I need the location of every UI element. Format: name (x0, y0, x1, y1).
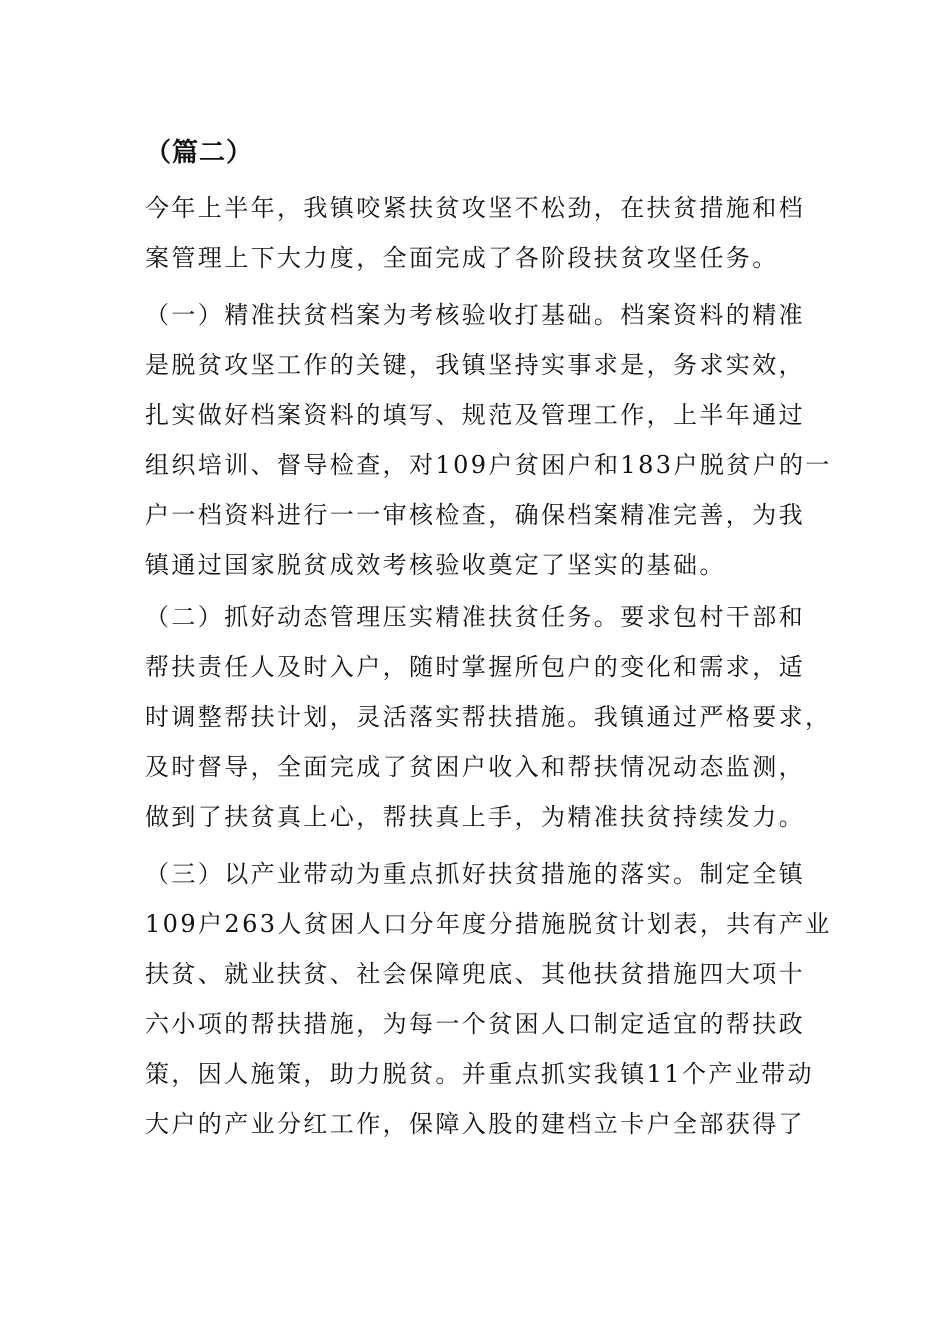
text-line: 109户263人贫困人口分年度分措施脱贫计划表，共有产业 (145, 910, 832, 938)
paragraph-dynamic-management (145, 592, 832, 842)
text-line: 帮扶责任人及时入户，随时掌握所包户的变化和需求，适 (145, 653, 805, 681)
text-line: （二）抓好动态管理压实精准扶贫任务。要求包村干部和 (145, 603, 805, 631)
paragraph-archive (145, 290, 832, 590)
text-line: 组织培训、督导检查，对109户贫困户和183户脱贫户的一 (145, 451, 832, 479)
text-line: （一）精准扶贫档案为考核验收打基础。档案资料的精准 (145, 301, 805, 329)
text-line: 六小项的帮扶措施，为每一个贫困人口制定适宜的帮扶政 (145, 1010, 805, 1038)
paragraph-industry (145, 849, 832, 1149)
text-line: 时调整帮扶计划，灵活落实帮扶措施。我镇通过严格要求， (145, 703, 832, 731)
text-line: 户一档资料进行一一审核检查，确保档案精准完善，为我 (145, 501, 805, 529)
text-line: 案管理上下大力度，全面完成了各阶段扶贫攻坚任务。 (145, 244, 779, 272)
text-line: 做到了扶贫真上心，帮扶真上手，为精准扶贫持续发力。 (145, 803, 805, 831)
text-line: 是脱贫攻坚工作的关键，我镇坚持实事求是，务求实效， (145, 351, 805, 379)
text-line: 及时督导，全面完成了贫困户收入和帮扶情况动态监测， (145, 753, 805, 781)
text-line: 大户的产业分红工作，保障入股的建档立卡户全部获得了 (145, 1110, 805, 1138)
text-line: 策，因人施策，助力脱贫。并重点抓实我镇11个产业带动 (145, 1060, 814, 1088)
text-line: （三）以产业带动为重点抓好扶贫措施的落实。制定全镇 (145, 860, 805, 888)
text-line: 扶贫、就业扶贫、社会保障兜底、其他扶贫措施四大项十 (145, 960, 805, 988)
text-line: 今年上半年，我镇咬紧扶贫攻坚不松劲，在扶贫措施和档 (145, 194, 805, 222)
paragraph-intro (145, 183, 810, 283)
text-line: 扎实做好档案资料的填写、规范及管理工作，上半年通过 (145, 401, 805, 429)
text-line: 镇通过国家脱贫成效考核验收奠定了坚实的基础。 (145, 551, 726, 579)
section-heading: （篇二） (145, 138, 254, 168)
